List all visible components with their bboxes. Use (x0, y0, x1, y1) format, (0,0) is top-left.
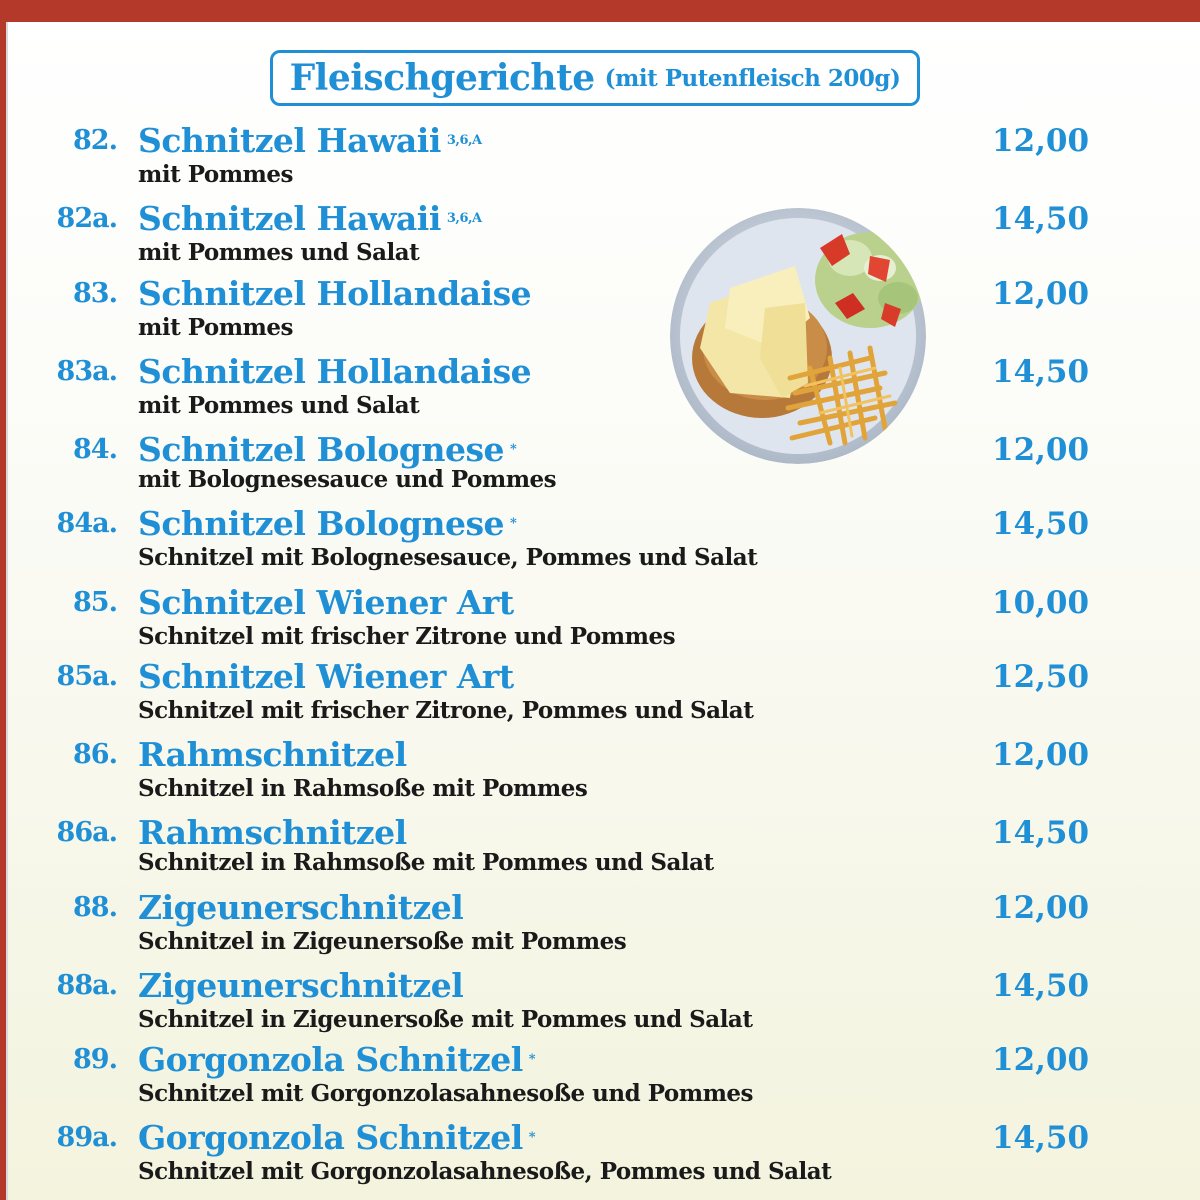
item-price: 14,50 (992, 201, 1090, 237)
item-price: 14,50 (992, 815, 1090, 851)
item-name (138, 966, 469, 1005)
item-name (138, 199, 482, 238)
item-name (138, 1118, 536, 1157)
item-number: 84a. (56, 508, 117, 539)
item-name (138, 274, 537, 313)
item-description: Schnitzel mit frischer Zitrone und Pommes (138, 623, 676, 650)
item-name-text: Schnitzel Hollandaise (138, 352, 532, 391)
item-number: 82. (73, 125, 117, 156)
item-number: 88a. (56, 970, 117, 1001)
item-name-text: Rahmschnitzel (138, 813, 407, 852)
item-description: mit Pommes und Salat (138, 239, 420, 266)
item-name (138, 657, 520, 696)
item-name-text: Schnitzel Hawaii (138, 121, 441, 160)
menu-item (8, 583, 1200, 662)
item-name-text: Gorgonzola Schnitzel (138, 1040, 523, 1079)
menu-item (8, 504, 1200, 583)
item-price: 12,50 (992, 659, 1090, 695)
item-allergen-marks: 3,6,A (446, 133, 482, 148)
item-name (138, 352, 537, 391)
item-name-text: Schnitzel Bolognese (138, 430, 505, 469)
item-name (138, 121, 482, 160)
item-price: 10,00 (992, 585, 1090, 621)
menu-item (8, 352, 1200, 431)
item-allergen-marks: * (528, 1052, 536, 1067)
menu-item (8, 430, 1200, 509)
menu-page (6, 22, 1200, 1200)
item-allergen-marks: * (510, 442, 517, 457)
item-name (138, 504, 517, 543)
item-description: Schnitzel in Zigeunersoße mit Pommes (138, 928, 627, 955)
item-description: mit Pommes (138, 161, 293, 188)
item-price: 14,50 (992, 968, 1090, 1004)
menu-item (8, 735, 1200, 814)
item-name-text: Schnitzel Wiener Art (138, 657, 514, 696)
section-title: Fleischgerichte (289, 57, 595, 99)
item-price: 12,00 (992, 890, 1090, 926)
menu-item (8, 274, 1200, 353)
item-price: 12,00 (992, 276, 1090, 312)
item-price: 14,50 (992, 506, 1090, 542)
item-name-text: Schnitzel Hawaii (138, 199, 441, 238)
section-subtitle: (mit Putenfleisch 200g) (604, 64, 901, 92)
item-name (138, 583, 520, 622)
menu-item (8, 121, 1200, 200)
item-name-text: Schnitzel Wiener Art (138, 583, 514, 622)
item-price: 12,00 (992, 737, 1090, 773)
item-description: Schnitzel mit Gorgonzolasahnesoße, Pommes und Salat (138, 1158, 832, 1185)
item-number: 82a. (56, 203, 117, 234)
item-description: Schnitzel in Zigeunersoße mit Pommes und Salat (138, 1006, 753, 1033)
menu-item (8, 966, 1200, 1045)
item-name-text: Zigeunerschnitzel (138, 888, 464, 927)
item-description: mit Bolognesesauce und Pommes (138, 466, 557, 493)
item-name (138, 430, 517, 469)
item-number: 83. (73, 278, 117, 309)
item-number: 84. (73, 434, 117, 465)
item-name (138, 888, 469, 927)
item-number: 88. (73, 892, 117, 923)
item-allergen-marks: * (528, 1130, 536, 1145)
menu-list (8, 22, 1200, 1200)
item-price: 12,00 (992, 123, 1090, 159)
item-name (138, 735, 413, 774)
item-price: 14,50 (992, 354, 1090, 390)
menu-item (8, 199, 1200, 278)
item-number: 85. (73, 587, 117, 618)
menu-item (8, 813, 1200, 892)
item-description: Schnitzel mit frischer Zitrone, Pommes und Salat (138, 697, 754, 724)
item-number: 86. (73, 739, 117, 770)
menu-item (8, 1118, 1200, 1197)
item-name (138, 813, 413, 852)
item-number: 85a. (56, 661, 117, 692)
item-number: 83a. (56, 356, 117, 387)
item-name-text: Schnitzel Bolognese (138, 504, 505, 543)
item-price: 14,50 (992, 1120, 1090, 1156)
item-number: 89. (73, 1044, 117, 1075)
item-name-text: Rahmschnitzel (138, 735, 407, 774)
item-name-text: Zigeunerschnitzel (138, 966, 464, 1005)
item-name-text: Gorgonzola Schnitzel (138, 1118, 523, 1157)
item-number: 86a. (56, 817, 117, 848)
item-description: Schnitzel mit Gorgonzolasahnesoße und Pommes (138, 1080, 753, 1107)
item-description: Schnitzel in Rahmsoße mit Pommes (138, 775, 588, 802)
item-name-text: Schnitzel Hollandaise (138, 274, 532, 313)
item-number: 89a. (56, 1122, 117, 1153)
item-description: mit Pommes und Salat (138, 392, 420, 419)
item-name (138, 1040, 536, 1079)
item-price: 12,00 (992, 432, 1090, 468)
item-price: 12,00 (992, 1042, 1090, 1078)
item-allergen-marks: 3,6,A (446, 211, 482, 226)
menu-item (8, 888, 1200, 967)
item-description: Schnitzel in Rahmsoße mit Pommes und Salat (138, 849, 714, 876)
menu-item (8, 1040, 1200, 1119)
item-description: mit Pommes (138, 314, 293, 341)
item-allergen-marks: * (510, 516, 517, 531)
menu-item (8, 657, 1200, 736)
item-description: Schnitzel mit Bolognesesauce, Pommes und Salat (138, 544, 758, 571)
